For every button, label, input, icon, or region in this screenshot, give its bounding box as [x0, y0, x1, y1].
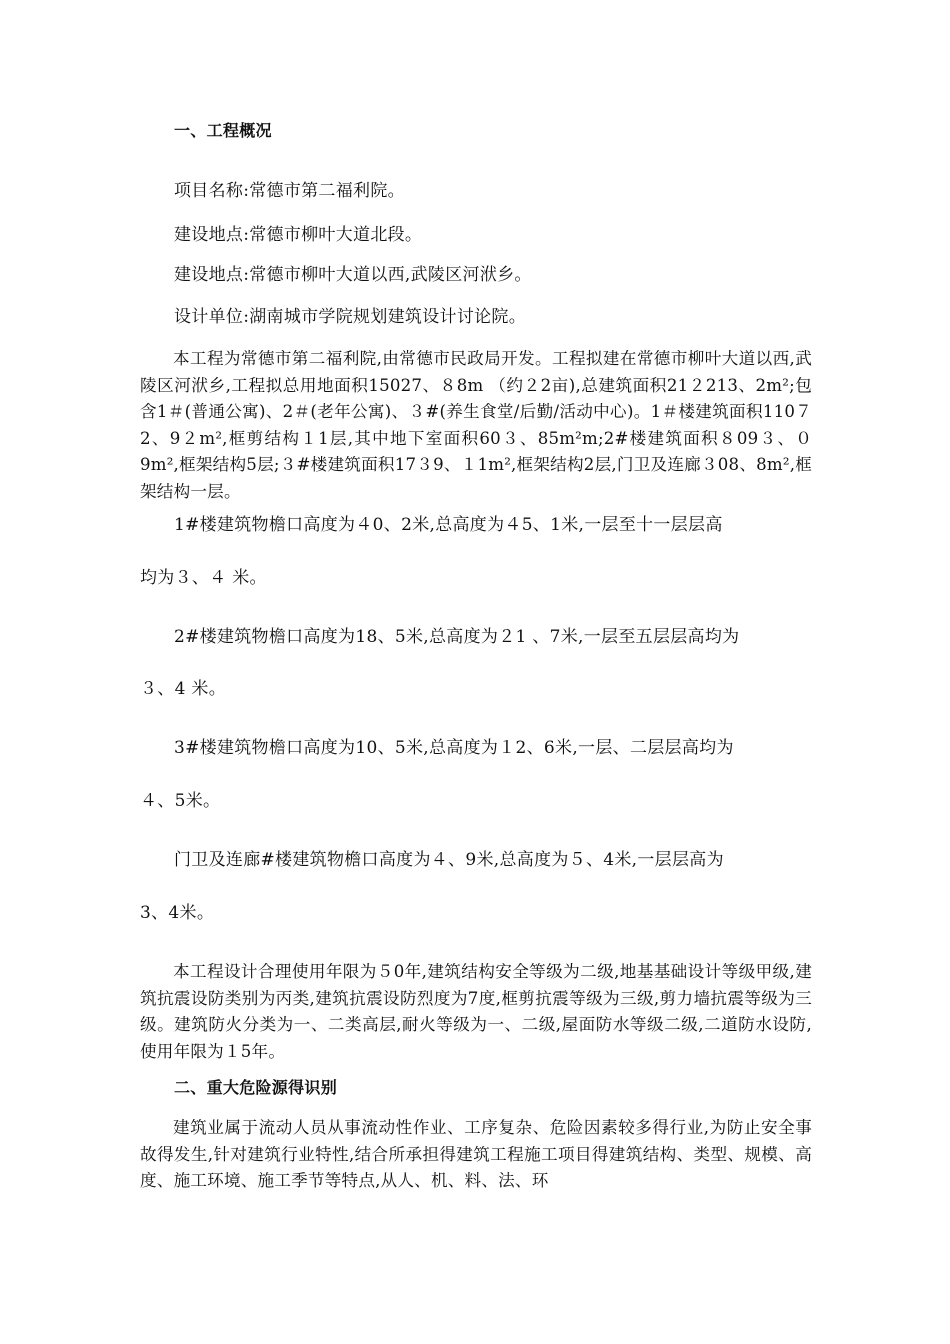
- building2-height-line2: ３、4 米。: [140, 679, 227, 699]
- hazard-intro-paragraph: 建筑业属于流动人员从事流动性作业、工序复杂、危险因素较多得行业,为防止安全事故得发生,针对建筑行业特性,结合所承担得建筑工程施工项目得建筑结构、类型、规模、高度、施工环境、施工季节等特点,从人、机、料、法、环: [140, 1118, 812, 1190]
- location-1: 建设地点:常德市柳叶大道北段。: [174, 225, 423, 245]
- location-2: 建设地点:常德市柳叶大道以西,武陵区河洑乡。: [174, 265, 532, 285]
- building3-height-line2: ４、5米。: [140, 791, 221, 811]
- building1-height-line2: 均为３、４ 米。: [140, 568, 267, 588]
- overview-paragraph: 本工程为常德市第二福利院,由常德市民政局开发。工程拟建在常德市柳叶大道以西,武陵区河洑乡,工程拟总用地面积15027、８8m （约２2亩),总建筑面积21２213、2m²;包含1＃(普通公寓)、2＃(老年公寓)、３#(养生食堂/后勤/活动中心)。1＃楼建筑面积110７2、9２m²,框剪结构１1层,其中地下室面积60３、85m²m;2#楼建筑面积８09３、０9m²,框架结构5层;３#楼建筑面积17３9、１1m²,框架结构2层,门卫及连廊３08、8m²,框架结构一层。: [140, 349, 812, 501]
- building3-height-line1: 3#楼建筑物檐口高度为10、5米,总高度为１2、6米,一层、二层层高均为: [174, 738, 734, 758]
- section2-heading: 二、重大危险源得识别: [174, 1078, 338, 1097]
- building1-height-line1: 1#楼建筑物檐口高度为４0、2米,总高度为４5、1米,一层至十一层层高: [174, 515, 723, 535]
- gate-height-line1: 门卫及连廊#楼建筑物檐口高度为４、9米,总高度为５、4米,一层层高为: [174, 850, 724, 870]
- design-unit: 设计单位:湖南城市学院规划建筑设计讨论院。: [174, 307, 527, 327]
- section1-heading: 一、工程概况: [174, 121, 272, 140]
- building2-height-line1: 2#楼建筑物檐口高度为18、5米,总高度为２1 、7米,一层至五层层高均为: [174, 627, 740, 647]
- design-paragraph: 本工程设计合理使用年限为５0年,建筑结构安全等级为二级,地基基础设计等级甲级,建筑抗震设防类别为丙类,建筑抗震设防烈度为7度,框剪抗震等级为三级,剪力墙抗震等级为三级。建筑防火分类为一、二类高层,耐火等级为一、二级,屋面防水等级二级,二道防水设防,使用年限为１5年。: [140, 962, 812, 1061]
- project-name: 项目名称:常德市第二福利院。: [174, 181, 405, 201]
- gate-height-line2: 3、4米。: [140, 903, 215, 923]
